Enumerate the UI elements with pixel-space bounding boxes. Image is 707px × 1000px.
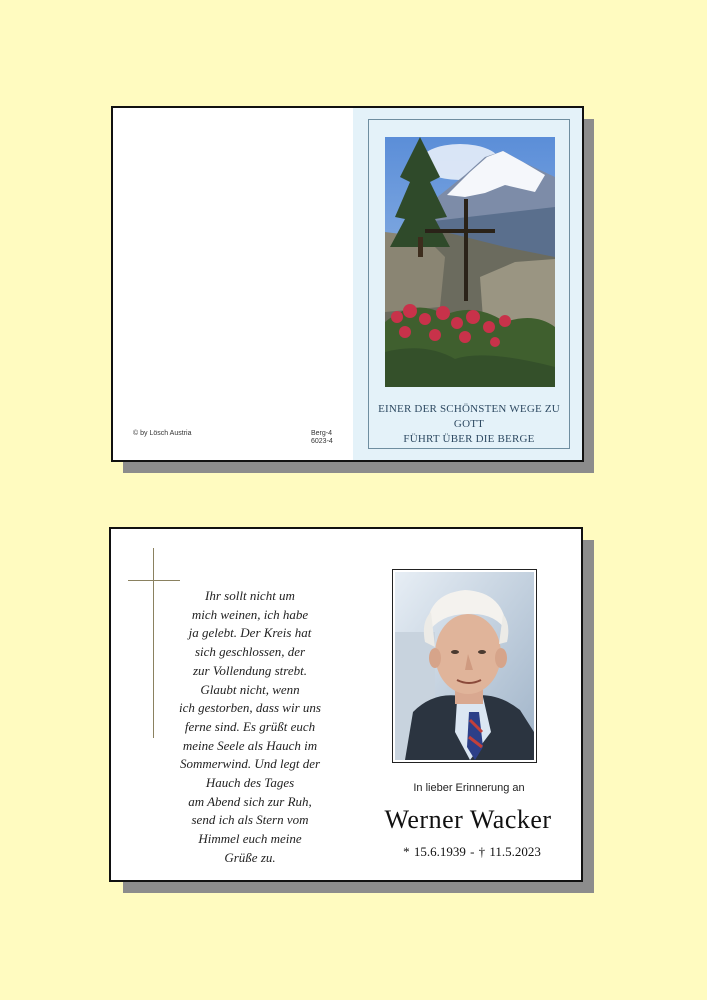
cover-frame	[368, 119, 570, 449]
poem-line: ich gestorben, dass wir uns	[179, 700, 321, 716]
cover-panel	[353, 108, 582, 460]
portrait-photo	[395, 572, 534, 760]
cover-caption	[369, 402, 569, 447]
mountain-cross-photo	[385, 137, 555, 387]
poem-line: sich geschlossen, der	[194, 644, 306, 660]
deceased-name: Werner Wacker	[384, 805, 552, 834]
poem-line: ferne sind. Es grüßt euch	[184, 718, 316, 734]
product-code	[311, 430, 333, 446]
poem-line: meine Seele als Hauch im	[182, 737, 318, 753]
poem-line: Glaubt nicht, wenn	[200, 681, 300, 697]
poem-line: Sommerwind. Und legt der	[179, 756, 321, 772]
birth-date: * 15.6.1939	[403, 844, 466, 859]
death-date: † 11.5.2023	[478, 844, 541, 859]
code-line-2: 6023-4	[311, 438, 333, 445]
poem-line: ja gelebt. Der Kreis hat	[188, 625, 312, 641]
poem-line: am Abend sich zur Ruh,	[188, 793, 312, 809]
poem-line: Ihr sollt nicht um	[205, 588, 295, 603]
poem-line: Grüße zu.	[224, 849, 276, 865]
portrait-frame	[392, 569, 537, 763]
poem-line: Hauch des Tages	[205, 775, 295, 791]
life-dates	[347, 844, 597, 860]
poem-line: zur Vollendung strebt.	[193, 662, 307, 678]
poem-line: Himmel euch meine	[198, 831, 302, 847]
date-separator: -	[470, 844, 475, 859]
copyright-text: © by Lösch Austria	[133, 430, 192, 437]
inside-card	[109, 527, 583, 882]
code-line-1: Berg-4	[311, 430, 333, 437]
poem-line: mich weinen, ich habe	[191, 606, 309, 622]
cross-icon-horizontal	[128, 580, 180, 581]
caption-line-1: EINER DER SCHÖNSTEN WEGE ZU GOTT	[378, 403, 560, 430]
memory-text: In lieber Erinnerung an	[413, 782, 525, 794]
poem	[151, 587, 349, 868]
poem-line: send ich als Stern vom	[191, 812, 309, 828]
caption-line-2: FÜHRT ÜBER DIE BERGE	[403, 433, 535, 445]
front-card	[111, 106, 584, 462]
